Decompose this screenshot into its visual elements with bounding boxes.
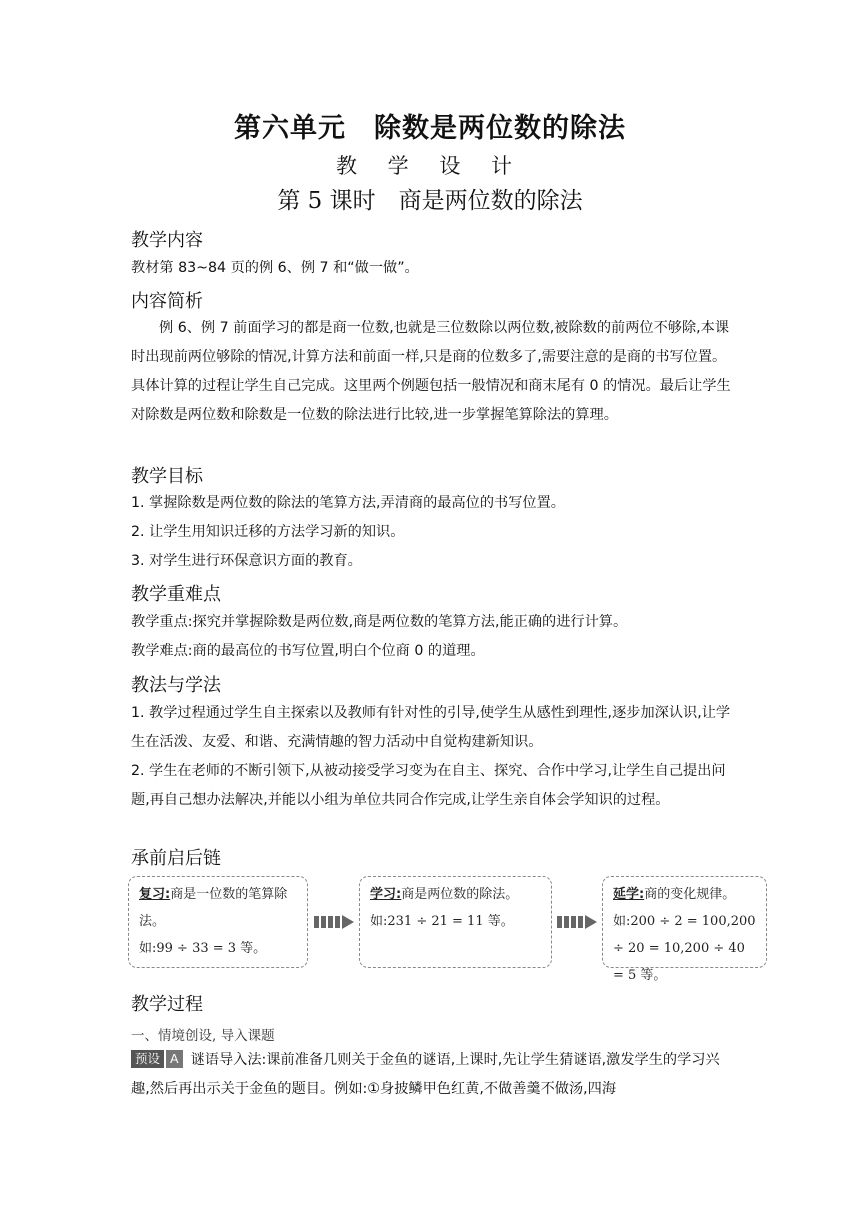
chain-text: 商是两位数的除法。 [401, 887, 519, 902]
chain-heading: 承前启后链 [131, 848, 221, 869]
chain-text: 商的变化规律。 [644, 887, 736, 902]
content-text: 教材第 83~84 页的例 6、例 7 和“做一做”。 [131, 260, 419, 276]
content-heading: 教学内容 [131, 230, 203, 251]
goals-heading: 教学目标 [131, 466, 203, 487]
chain-example: 如:231 ÷ 21 = 11 等。 [370, 914, 514, 929]
chain-example: 如:99 ÷ 33 = 3 等。 [139, 941, 267, 956]
chain-box-review [128, 876, 308, 968]
chain-box-extend [602, 876, 767, 983]
goal-item-1: 1. 掌握除数是两位数的除法的笔算方法,弄清商的最高位的书写位置。 [131, 495, 565, 511]
method-item-2: 2. 学生在老师的不断引领下,从被动接受学习变为在自主、探究、合作中学习,让学生自己提出问题,再自己想办法解决,并能以小组为单位共同合作完成,让学生亲自体会学知识的过程。 [131, 763, 726, 808]
process-text: 谜语导入法:课前准备几则关于金鱼的谜语,上课时,先让学生猜谜语,激发学生的学习兴趣,然后再出示关于金鱼的题目。例如:①身披鳞甲色红黄,不做善羹不做汤,四海 [131, 1052, 720, 1097]
analysis-text: 例 6、例 7 前面学习的都是商一位数,也就是三位数除以两位数,被除数的前两位不够除,本课时出现前两位够除的情况,计算方法和前面一样,只是商的位数多了,需要注意的是商的书写位置。具体计算的过程让学生自己完成。这里两个例题包括一般情况和商末尾有 0 的情况。最后让学生对除数是两位数和除数是一位数的除法进行比较,进一步掌握笔算除法的算理。 [131, 320, 731, 423]
methods-heading: 教法与学法 [131, 675, 221, 696]
chain-box-study [359, 876, 552, 968]
method-item-1: 1. 教学过程通过学生自主探索以及教师有针对性的引导,使学生从感性到理性,逐步加深认识,让学生在活泼、友爱、和谐、充满情趣的智力活动中自觉构建新知识。 [131, 705, 731, 750]
difficult-point: 教学难点:商的最高位的书写位置,明白个位商 0 的道理。 [131, 643, 485, 659]
unit-title: 第六单元 除数是两位数的除法 [234, 113, 626, 144]
arrow-right-icon [557, 915, 601, 929]
goal-item-3: 3. 对学生进行环保意识方面的教育。 [131, 553, 362, 569]
key-points-heading: 教学重难点 [131, 584, 221, 605]
process-step-1: 一、情境创设, 导入课题 [131, 1028, 275, 1044]
goal-item-2: 2. 让学生用知识迁移的方法学习新的知识。 [131, 524, 405, 540]
chain-key: 学习: [370, 887, 402, 902]
chain-text: 商是一位数的笔算除法。 [139, 887, 288, 929]
key-point: 教学重点:探究并掌握除数是两位数,商是两位数的笔算方法,能正确的进行计算。 [131, 614, 628, 630]
lesson-title: 第 5 课时 商是两位数的除法 [277, 188, 583, 214]
arrow-right-icon [314, 915, 358, 929]
chain-example: 如:200 ÷ 2 = 100,200 ÷ 20 = 10,200 ÷ 40 = 5 等。 [613, 914, 756, 983]
chain-key: 延学: [613, 887, 645, 902]
analysis-heading: 内容简析 [131, 291, 203, 312]
preset-badge-letter: A [166, 1050, 183, 1068]
process-paragraph [131, 1046, 737, 1104]
process-heading: 教学过程 [131, 994, 203, 1015]
preset-badge: 预设 [131, 1050, 164, 1068]
chain-key: 复习: [139, 887, 171, 902]
document-subtitle: 教 学 设 计 [335, 154, 525, 178]
